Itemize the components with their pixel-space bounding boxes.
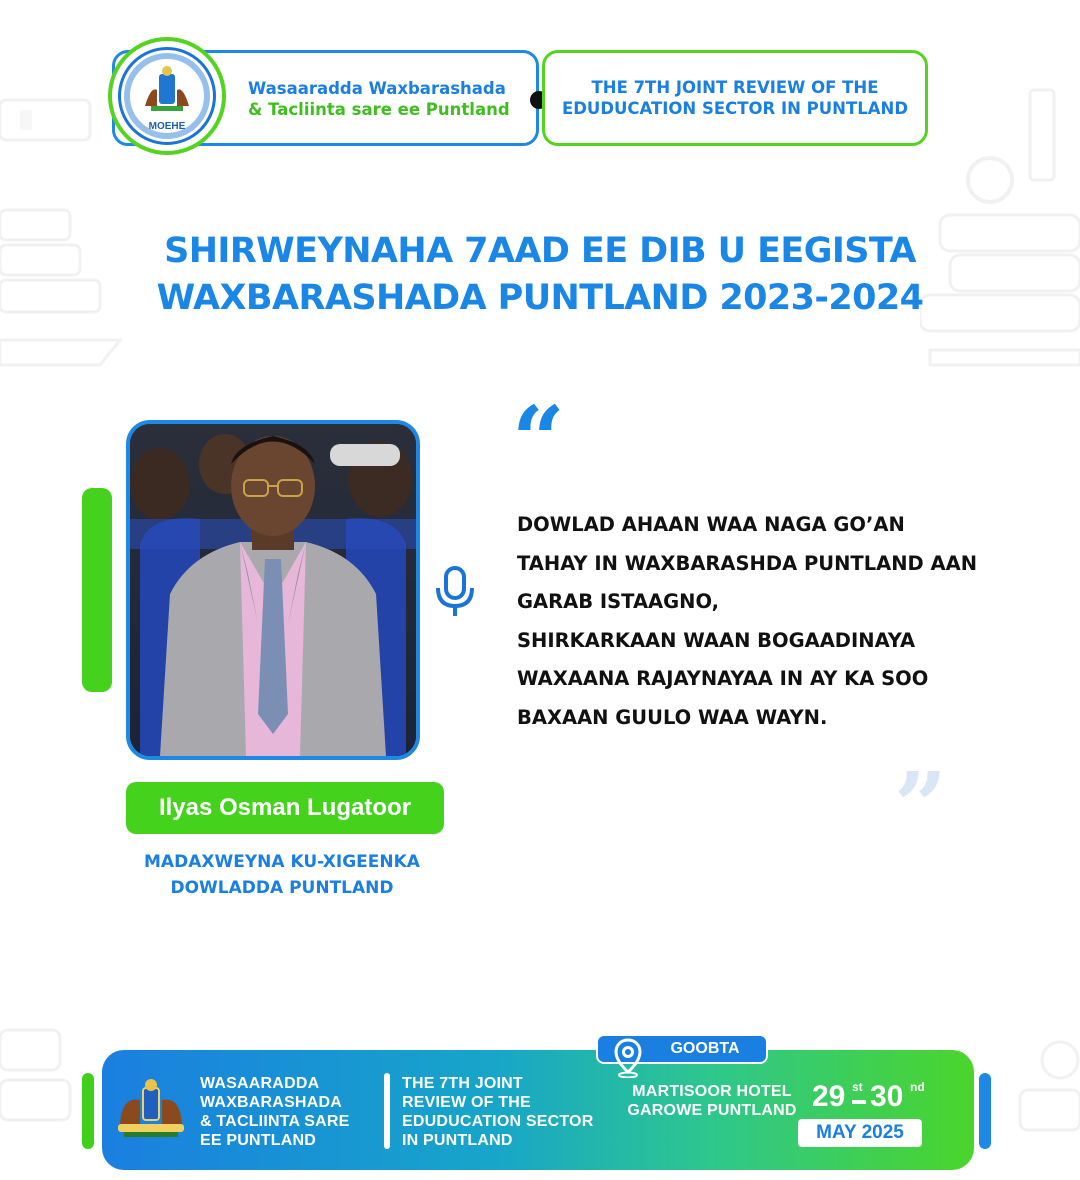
date-start-suffix: st xyxy=(852,1080,863,1094)
footer-review-line: THE 7TH JOINT xyxy=(402,1075,523,1092)
header-ministry-line1: Wasaaradda Waxbarashada xyxy=(248,79,506,98)
speaker-role-line2: DOWLADDA PUNTLAND xyxy=(170,878,394,898)
location-pin-icon xyxy=(614,1038,642,1078)
quote-line: SHIRKARKAAN WAAN BOGAADINAYA xyxy=(517,628,916,652)
page-title xyxy=(0,228,1080,322)
footer-divider xyxy=(384,1073,390,1149)
emblem-icon xyxy=(112,1076,190,1140)
speaker-role-line1: MADAXWEYNA KU-XIGEENKA xyxy=(144,852,420,872)
footer-venue-line1: MARTISOOR HOTEL xyxy=(632,1083,792,1100)
header-review-box xyxy=(542,50,928,146)
footer-review-title xyxy=(402,1074,612,1150)
logo-inner-ring xyxy=(118,47,216,145)
header-ministry-name xyxy=(248,78,518,120)
footer-venue xyxy=(622,1082,802,1120)
logo-text: MOEHE xyxy=(148,121,186,132)
header-review-title xyxy=(562,77,908,119)
quote-line: TAHAY IN WAXBARASHDA PUNTLAND AAN xyxy=(517,551,978,575)
footer-venue-line2: GAROWE PUNTLAND xyxy=(627,1102,797,1119)
page-title-line1: SHIRWEYNAHA 7AAD EE DIB U EEGISTA xyxy=(164,231,916,271)
footer-ministry-name xyxy=(200,1074,380,1150)
footer-ministry-line: & TACLIINTA SARE xyxy=(200,1113,350,1130)
ministry-logo xyxy=(108,37,226,155)
date-start: 29 xyxy=(812,1080,846,1113)
background-books-bottom-right-icon xyxy=(1010,1020,1080,1160)
location-label: GOOBTA xyxy=(596,1034,768,1064)
speaker-role xyxy=(110,849,454,901)
footer-review-line: IN PUNTLAND xyxy=(402,1132,513,1149)
speaker-name: Ilyas Osman Lugatoor xyxy=(126,782,444,834)
quote-line: WAXAANA RAJAYNAYAA IN AY KA SOO xyxy=(517,667,929,690)
quote-text xyxy=(517,506,1057,737)
footer-ministry-line: WASAARADDA xyxy=(200,1075,320,1092)
footer-review-line: REVIEW OF THE xyxy=(402,1094,531,1111)
background-books-left-icon xyxy=(0,80,130,370)
date-dash xyxy=(852,1100,866,1104)
header-review-line1: THE 7TH JOINT REVIEW OF THE xyxy=(591,78,879,97)
header-ministry-line2: & Tacliinta sare ee Puntland xyxy=(248,100,510,119)
quote-open-icon: “ xyxy=(512,386,565,494)
date-month: MAY 2025 xyxy=(798,1119,922,1147)
speaker-photo xyxy=(126,420,420,760)
quote-line: BAXAAN GUULO WAA WAYN. xyxy=(517,705,828,729)
background-books-bottom-left-icon xyxy=(0,1020,80,1160)
footer-review-line: EDUDUCATION SECTOR xyxy=(402,1113,594,1130)
header-review-line2: EDUDUCATION SECTOR IN PUNTLAND xyxy=(561,99,909,118)
footer-ministry-line: EE PUNTLAND xyxy=(200,1132,316,1149)
footer-accent-right xyxy=(979,1073,991,1149)
quote-close-icon: ” xyxy=(894,752,947,860)
footer-accent-left xyxy=(82,1073,94,1149)
microphone-icon xyxy=(433,566,477,618)
date-end: 30 xyxy=(870,1080,904,1113)
background-books-right-icon xyxy=(920,80,1080,370)
quote-line: GARAB ISTAAGNO, xyxy=(517,590,720,613)
quote-line: DOWLAD AHAAN WAA NAGA GO’AN xyxy=(517,513,905,536)
footer-ministry-line: WAXBARASHADA xyxy=(200,1094,342,1111)
accent-bar-left xyxy=(82,488,112,692)
date-end-suffix: nd xyxy=(910,1080,925,1094)
speaker-portrait-image xyxy=(130,424,416,756)
page-title-line2: WAXBARASHADA PUNTLAND 2023-2024 xyxy=(156,278,924,318)
